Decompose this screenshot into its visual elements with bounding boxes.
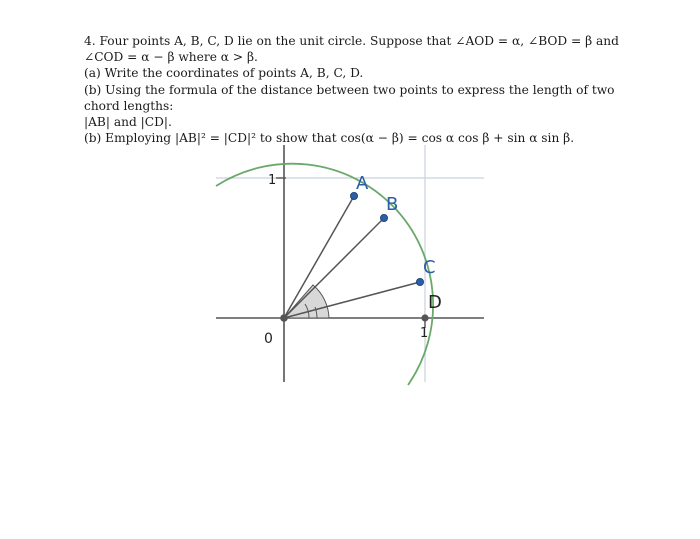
part-a: (a) Write the coordinates of points A, B, C, D. <box>84 66 364 81</box>
label-x-tick: 1 <box>420 326 429 341</box>
label-C: C <box>423 257 436 278</box>
label-A: A <box>356 173 369 194</box>
label-y-tick: 1 <box>268 173 277 188</box>
label-D: D <box>428 292 442 313</box>
label-B: B <box>386 194 399 215</box>
point-D <box>421 314 428 321</box>
problem-line-1: 4. Four points A, B, C, D lie on the unit circle. Suppose that ∠AOD = α, ∠BOD = β and <box>84 34 619 48</box>
angle-alpha-wedge <box>284 285 329 318</box>
point-C <box>416 278 423 285</box>
label-origin: 0 <box>264 331 273 347</box>
part-b1-line-2: |AB| and |CD|. <box>84 115 172 130</box>
ray-OB <box>284 218 384 318</box>
unit-circle-arc <box>216 164 433 385</box>
point-origin <box>280 314 288 322</box>
problem-line-2: ∠COD = α − β where α > β. <box>84 50 258 65</box>
part-b1-line-1: (b) Using the formula of the distance between two points to express the length of two chord lengths: <box>84 82 615 113</box>
point-B <box>380 214 387 221</box>
part-b2: (b) Employing |AB|² = |CD|² to show that cos(α − β) = cos α cos β + sin α sin β. <box>84 131 575 146</box>
